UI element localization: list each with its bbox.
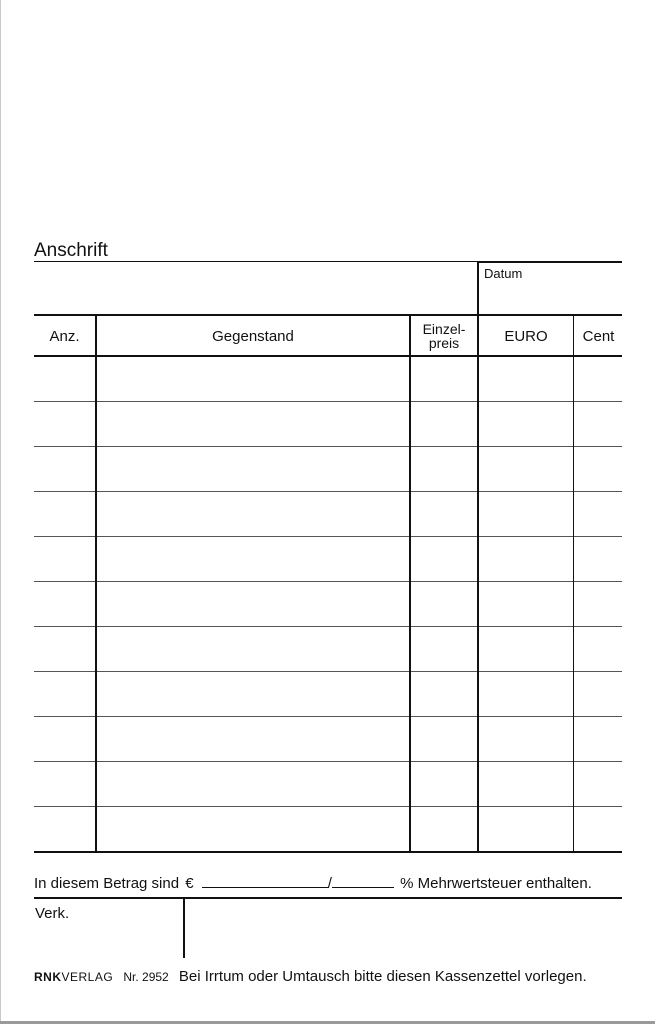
seller-divider (183, 899, 185, 958)
publisher-brand-light: VERLAG (61, 970, 114, 984)
table-row[interactable] (34, 537, 622, 582)
vat-amount-field[interactable] (202, 875, 328, 888)
column-header-item-label: Gegenstand (212, 327, 294, 345)
paper-edge-left (0, 0, 1, 1024)
column-header-quantity-label: Anz. (49, 327, 80, 345)
vat-rate-field[interactable] (332, 875, 394, 888)
table-row[interactable] (34, 627, 622, 672)
column-header-unit-price-line2: preis (428, 335, 460, 351)
column-header-unit-price-line1: Einzel- (422, 321, 466, 337)
column-header-cent (575, 316, 622, 356)
currency-symbol: € (185, 875, 194, 892)
column-divider-2 (409, 316, 411, 853)
publisher-brand-bold: RNK (34, 970, 62, 984)
vat-suffix: % Mehrwertsteuer enthalten. (400, 875, 592, 892)
column-header-item (97, 316, 409, 356)
table-row[interactable] (34, 582, 622, 627)
footer (34, 968, 587, 985)
table-bottom-border (34, 851, 622, 853)
column-header-euro (479, 316, 573, 356)
vat-statement (34, 875, 592, 892)
column-header-cent-label: Cent (582, 327, 615, 345)
column-header-quantity (34, 316, 95, 356)
column-header-euro-label: EURO (504, 327, 548, 345)
vat-line-bottom-border (34, 897, 622, 899)
form-number: Nr. 2952 (123, 970, 169, 984)
column-header-unit-price (411, 316, 477, 356)
table-row[interactable] (34, 762, 622, 807)
table-row[interactable] (34, 672, 622, 717)
table-row[interactable] (34, 717, 622, 762)
address-label: Anschrift (34, 240, 108, 261)
column-divider-1 (95, 316, 97, 853)
table-row[interactable] (34, 492, 622, 537)
vat-prefix: In diesem Betrag sind (34, 875, 180, 892)
vat-separator: / (327, 875, 332, 892)
table-row[interactable] (34, 807, 622, 852)
footer-note: Bei Irrtum oder Umtausch bitte diesen Kassenzettel vorlegen. (178, 968, 587, 985)
column-divider-4 (573, 316, 574, 853)
column-divider-3 (477, 316, 479, 853)
table-row[interactable] (34, 357, 622, 402)
date-label: Datum (484, 266, 523, 281)
date-top-line (478, 262, 622, 263)
table-row[interactable] (34, 402, 622, 447)
table-row[interactable] (34, 447, 622, 492)
date-divider (477, 262, 479, 316)
seller-label: Verk. (35, 905, 70, 922)
seller-signature-field[interactable] (186, 900, 622, 958)
